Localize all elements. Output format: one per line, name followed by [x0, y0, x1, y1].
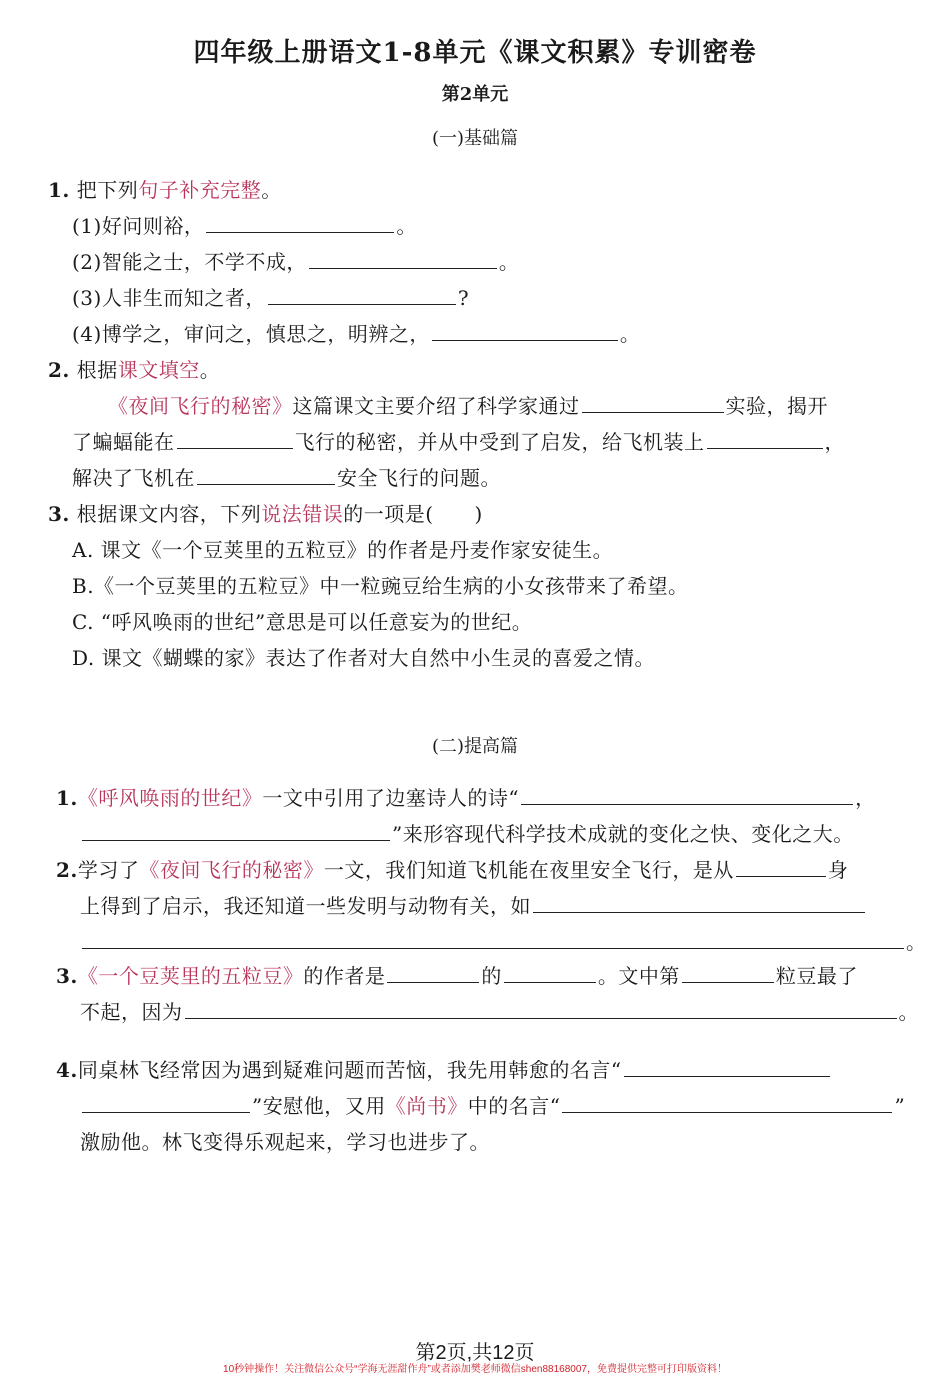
highlight-text: 《夜间飞行的秘密》	[139, 858, 324, 882]
adv-q4-line-1: 4.同桌林飞经常因为遇到疑难问题而苦恼，我先用韩愈的名言“	[56, 1056, 832, 1084]
question-number: 1.	[48, 178, 70, 202]
question-number: 2.	[56, 858, 78, 882]
answer-blank[interactable]	[206, 212, 394, 233]
section-basic-heading: (一)基础篇	[431, 128, 519, 149]
basic-q3-option-a[interactable]: A. 课文《一个豆荚里的五粒豆》的作者是丹麦作家安徒生。	[72, 538, 614, 562]
question-number: 4.	[56, 1058, 78, 1082]
answer-blank[interactable]	[736, 856, 826, 877]
answer-blank[interactable]	[521, 784, 853, 805]
basic-q1-item-3: (3)人非生而知之者， ?	[72, 286, 470, 310]
adv-q4-line-3: 激励他。林飞变得乐观起来，学习也进步了。	[80, 1130, 490, 1154]
basic-q1: 1. 把下列句子补充完整。	[48, 178, 282, 202]
answer-blank[interactable]	[82, 1092, 250, 1113]
basic-q3: 3. 根据课文内容，下列说法错误的一项是( )	[48, 502, 483, 526]
answer-blank[interactable]	[533, 892, 865, 913]
adv-q1-line-2: ”来形容现代科学技术成就的变化之快、变化之大。	[80, 820, 854, 848]
highlight-text: 《夜间飞行的秘密》	[108, 394, 293, 418]
basic-q2-line-2: 了蝙蝠能在 飞行的秘密，并从中受到了启发，给飞机装上 ，	[72, 430, 845, 454]
question-number: 1.	[56, 786, 78, 810]
adv-q4-line-2: ”安慰他，又用《尚书》中的名言“ ”	[80, 1092, 905, 1120]
highlight-text: 《呼风唤雨的世纪》	[77, 786, 263, 810]
answer-blank[interactable]	[197, 464, 335, 485]
answer-blank[interactable]	[268, 284, 456, 305]
basic-q3-option-c[interactable]: C. “呼风唤雨的世纪”意思是可以任意妄为的世纪。	[72, 610, 533, 634]
answer-blank[interactable]	[707, 428, 823, 449]
basic-q1-item-1: (1)好问则裕， 。	[72, 214, 417, 238]
answer-blank[interactable]	[185, 998, 897, 1019]
question-number: 2.	[48, 358, 70, 382]
answer-blank[interactable]	[177, 428, 293, 449]
section-advanced-heading: (二)提高篇	[431, 736, 519, 757]
highlight-text: 《尚书》	[385, 1094, 468, 1118]
promo-notice: 10秒钟操作！关注微信公众号“学海无涯甜作舟”或者添加樊老师微信shen88168007，免费提供完整可打印版资料！	[223, 1364, 727, 1375]
basic-q2: 2. 根据课文填空。	[48, 358, 221, 382]
highlight-text: 说法错误	[261, 502, 344, 526]
answer-blank[interactable]	[387, 962, 479, 983]
adv-q1-line-1: 1.《呼风唤雨的世纪》一文中引用了边塞诗人的诗“ ，	[56, 786, 876, 810]
answer-blank[interactable]	[682, 962, 774, 983]
highlight-text: 句子补充完整	[138, 178, 262, 202]
answer-blank[interactable]	[504, 962, 596, 983]
answer-blank[interactable]	[82, 928, 904, 949]
answer-blank[interactable]	[624, 1056, 830, 1077]
page-number: 第2页,共12页	[415, 1342, 535, 1364]
unit-label: 第2单元	[441, 84, 509, 105]
answer-blank[interactable]	[562, 1092, 892, 1113]
question-number: 3.	[48, 502, 70, 526]
adv-q2-line-1: 2.学习了《夜间飞行的秘密》一文，我们知道飞机能在夜里安全飞行，是从 身	[56, 858, 849, 882]
answer-blank[interactable]	[309, 248, 497, 269]
basic-q3-option-b[interactable]: B.《一个豆荚里的五粒豆》中一粒豌豆给生病的小女孩带来了希望。	[72, 574, 689, 598]
question-number: 3.	[56, 964, 78, 988]
adv-q2-line-3: 。	[80, 928, 927, 956]
adv-q2-line-2: 上得到了启示，我还知道一些发明与动物有关，如	[80, 892, 867, 920]
highlight-text: 课文填空	[117, 358, 200, 382]
answer-blank[interactable]	[82, 820, 390, 841]
basic-q1-item-4: (4)博学之，审问之，慎思之，明辨之， 。	[72, 322, 641, 346]
highlight-text: 《一个豆荚里的五粒豆》	[77, 964, 304, 988]
basic-q1-item-2: (2)智能之士，不学不成， 。	[72, 250, 520, 274]
basic-q2-line-3: 解决了飞机在 安全飞行的问题。	[72, 466, 501, 490]
adv-q3-line-2: 不起，因为 。	[80, 1000, 919, 1024]
answer-blank[interactable]	[432, 320, 618, 341]
adv-q3-line-1: 3.《一个豆荚里的五粒豆》的作者是 的 。文中第 粒豆最了	[56, 964, 858, 988]
page-title: 四年级上册语文1-8单元《课文积累》专训密卷	[193, 38, 757, 68]
basic-q3-option-d[interactable]: D. 课文《蝴蝶的家》表达了作者对大自然中小生灵的喜爱之情。	[72, 646, 656, 670]
answer-blank[interactable]	[582, 392, 724, 413]
basic-q2-line-1: 《夜间飞行的秘密》这篇课文主要介绍了科学家通过 实验，揭开	[108, 394, 828, 418]
